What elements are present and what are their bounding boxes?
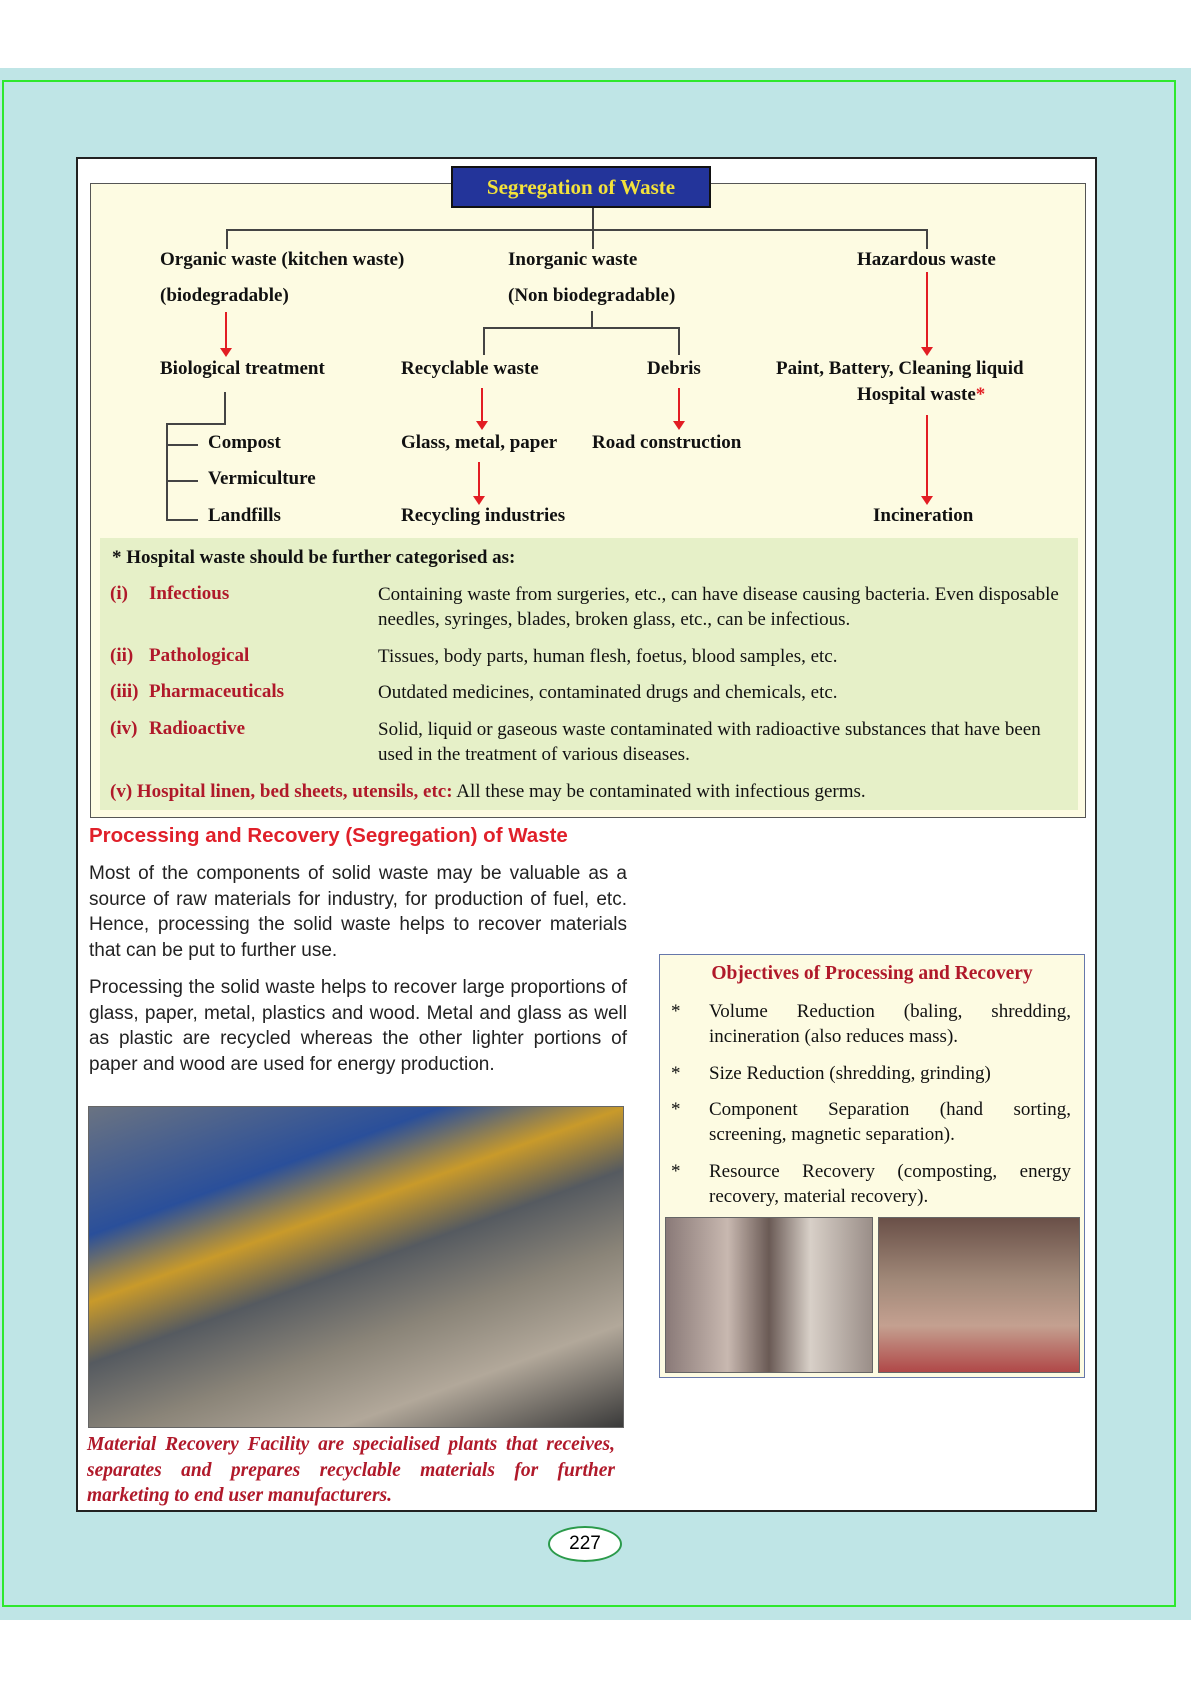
objective-text: Volume Reduction (baling, shredding, incineration (also reduces mass). <box>709 1001 1071 1047</box>
landfills: Landfills <box>208 505 281 526</box>
cat-label: Radioactive <box>149 718 246 739</box>
paragraph: Most of the components of solid waste may be valuable as a source of raw materials for industry, for production of fuel, etc. Hence, processing the solid waste helps to recover materials that can be put to further use. <box>89 863 627 961</box>
objectives-box <box>659 954 1085 1378</box>
connector <box>926 229 928 249</box>
objective-text: Component Separation (hand sorting, screening, magnetic separation). <box>709 1099 1071 1145</box>
connector <box>166 519 198 521</box>
arrow-down-icon <box>926 415 928 499</box>
biological-treatment: Biological treatment <box>160 358 325 379</box>
connector <box>592 229 594 249</box>
scrap-metal-photo <box>878 1217 1080 1373</box>
cat-desc: Containing waste from surgeries, etc., can have disease causing bacteria. Even disposable needles, syringes, blades, broken glass, etc., can be infectious. <box>378 584 1059 630</box>
bullet: * <box>671 1099 681 1120</box>
photo-caption: Material Recovery Facility are specialised plants that receives, separates and prepares recyclable materials for further marketing to end user manufacturers. <box>87 1434 615 1506</box>
cat-desc: All these may be contaminated with infectious germs. <box>452 781 866 802</box>
cat-label: Pathological <box>149 645 250 666</box>
hospital-waste <box>857 384 985 406</box>
arrow-down-icon <box>481 388 483 424</box>
compost: Compost <box>208 432 281 453</box>
cat-num: (iv) <box>110 718 138 739</box>
baled-waste-photo <box>665 1217 873 1373</box>
connector <box>226 229 228 249</box>
section-heading: Processing and Recovery (Segregation) of Waste <box>89 824 568 847</box>
cat-num: (iii) <box>110 681 139 702</box>
connector <box>166 444 198 446</box>
vermiculture: Vermiculture <box>208 468 316 489</box>
material-recovery-facility-photo <box>88 1106 624 1428</box>
cat-num: (ii) <box>110 645 134 666</box>
bullet: * <box>671 1001 681 1022</box>
cat-label: Infectious <box>149 583 230 604</box>
connector <box>483 327 485 355</box>
cat-label: (v) Hospital linen, bed sheets, utensils, etc: <box>110 781 453 802</box>
connector <box>166 480 198 482</box>
cat-desc: Tissues, body parts, human flesh, foetus, blood samples, etc. <box>378 646 838 667</box>
arrow-down-icon <box>478 462 480 499</box>
cat-num: (i) <box>110 583 128 604</box>
cat-label: Pharmaceuticals <box>149 681 285 702</box>
debris: Debris <box>647 358 701 379</box>
objective-text: Size Reduction (shredding, grinding) <box>709 1063 991 1084</box>
objective-text: Resource Recovery (composting, energy recovery, material recovery). <box>709 1161 1071 1207</box>
connector <box>166 423 168 521</box>
bullet: * <box>671 1063 681 1084</box>
arrow-down-icon <box>225 312 227 351</box>
cat-desc: Outdated medicines, contaminated drugs and chemicals, etc. <box>378 682 838 703</box>
objective-item <box>671 999 1071 1049</box>
hazardous-items: Paint, Battery, Cleaning liquid <box>776 358 1024 379</box>
arrow-down-icon <box>926 272 928 350</box>
diagram-title: Segregation of Waste <box>451 166 711 208</box>
hospital-waste-label: Hospital waste <box>857 384 976 405</box>
glass-metal-paper: Glass, metal, paper <box>401 432 558 453</box>
road-construction: Road construction <box>592 432 742 453</box>
hospital-heading: * Hospital waste should be further categorised as: <box>112 547 516 568</box>
connector <box>591 311 593 327</box>
cat-linen <box>110 779 1070 804</box>
connector <box>226 229 928 231</box>
objective-item <box>671 1097 1071 1147</box>
bullet: * <box>671 1161 681 1182</box>
inorganic-waste: Inorganic waste <box>508 249 638 270</box>
paragraph: Processing the solid waste helps to recover large proportions of glass, paper, metal, plastics and wood. Metal and glass as well as plastic are recycled whereas the other lighter portions of paper and wood are used for energy production. <box>89 977 627 1075</box>
hospital-waste-categories <box>100 538 1078 810</box>
connector <box>224 392 226 424</box>
cat-desc: Solid, liquid or gaseous waste contaminated with radioactive substances that have been used in the treatment of various diseases. <box>378 719 1041 765</box>
incineration: Incineration <box>873 505 974 526</box>
connector <box>592 208 594 230</box>
arrow-down-icon <box>678 388 680 424</box>
objective-item <box>671 1061 1071 1086</box>
connector <box>166 423 226 425</box>
asterisk: * <box>975 384 986 405</box>
connector <box>678 327 680 355</box>
objective-item <box>671 1159 1071 1209</box>
hazardous-waste: Hazardous waste <box>857 249 996 270</box>
organic-sub: (biodegradable) <box>160 285 289 306</box>
objectives-title: Objectives of Processing and Recovery <box>711 963 1033 984</box>
organic-waste: Organic waste (kitchen waste) <box>160 249 405 270</box>
connector <box>483 327 680 329</box>
page-number: 227 <box>548 1526 622 1562</box>
inorganic-sub: (Non biodegradable) <box>508 285 676 306</box>
recycling-industries: Recycling industries <box>401 505 566 526</box>
recyclable-waste: Recyclable waste <box>401 358 539 379</box>
